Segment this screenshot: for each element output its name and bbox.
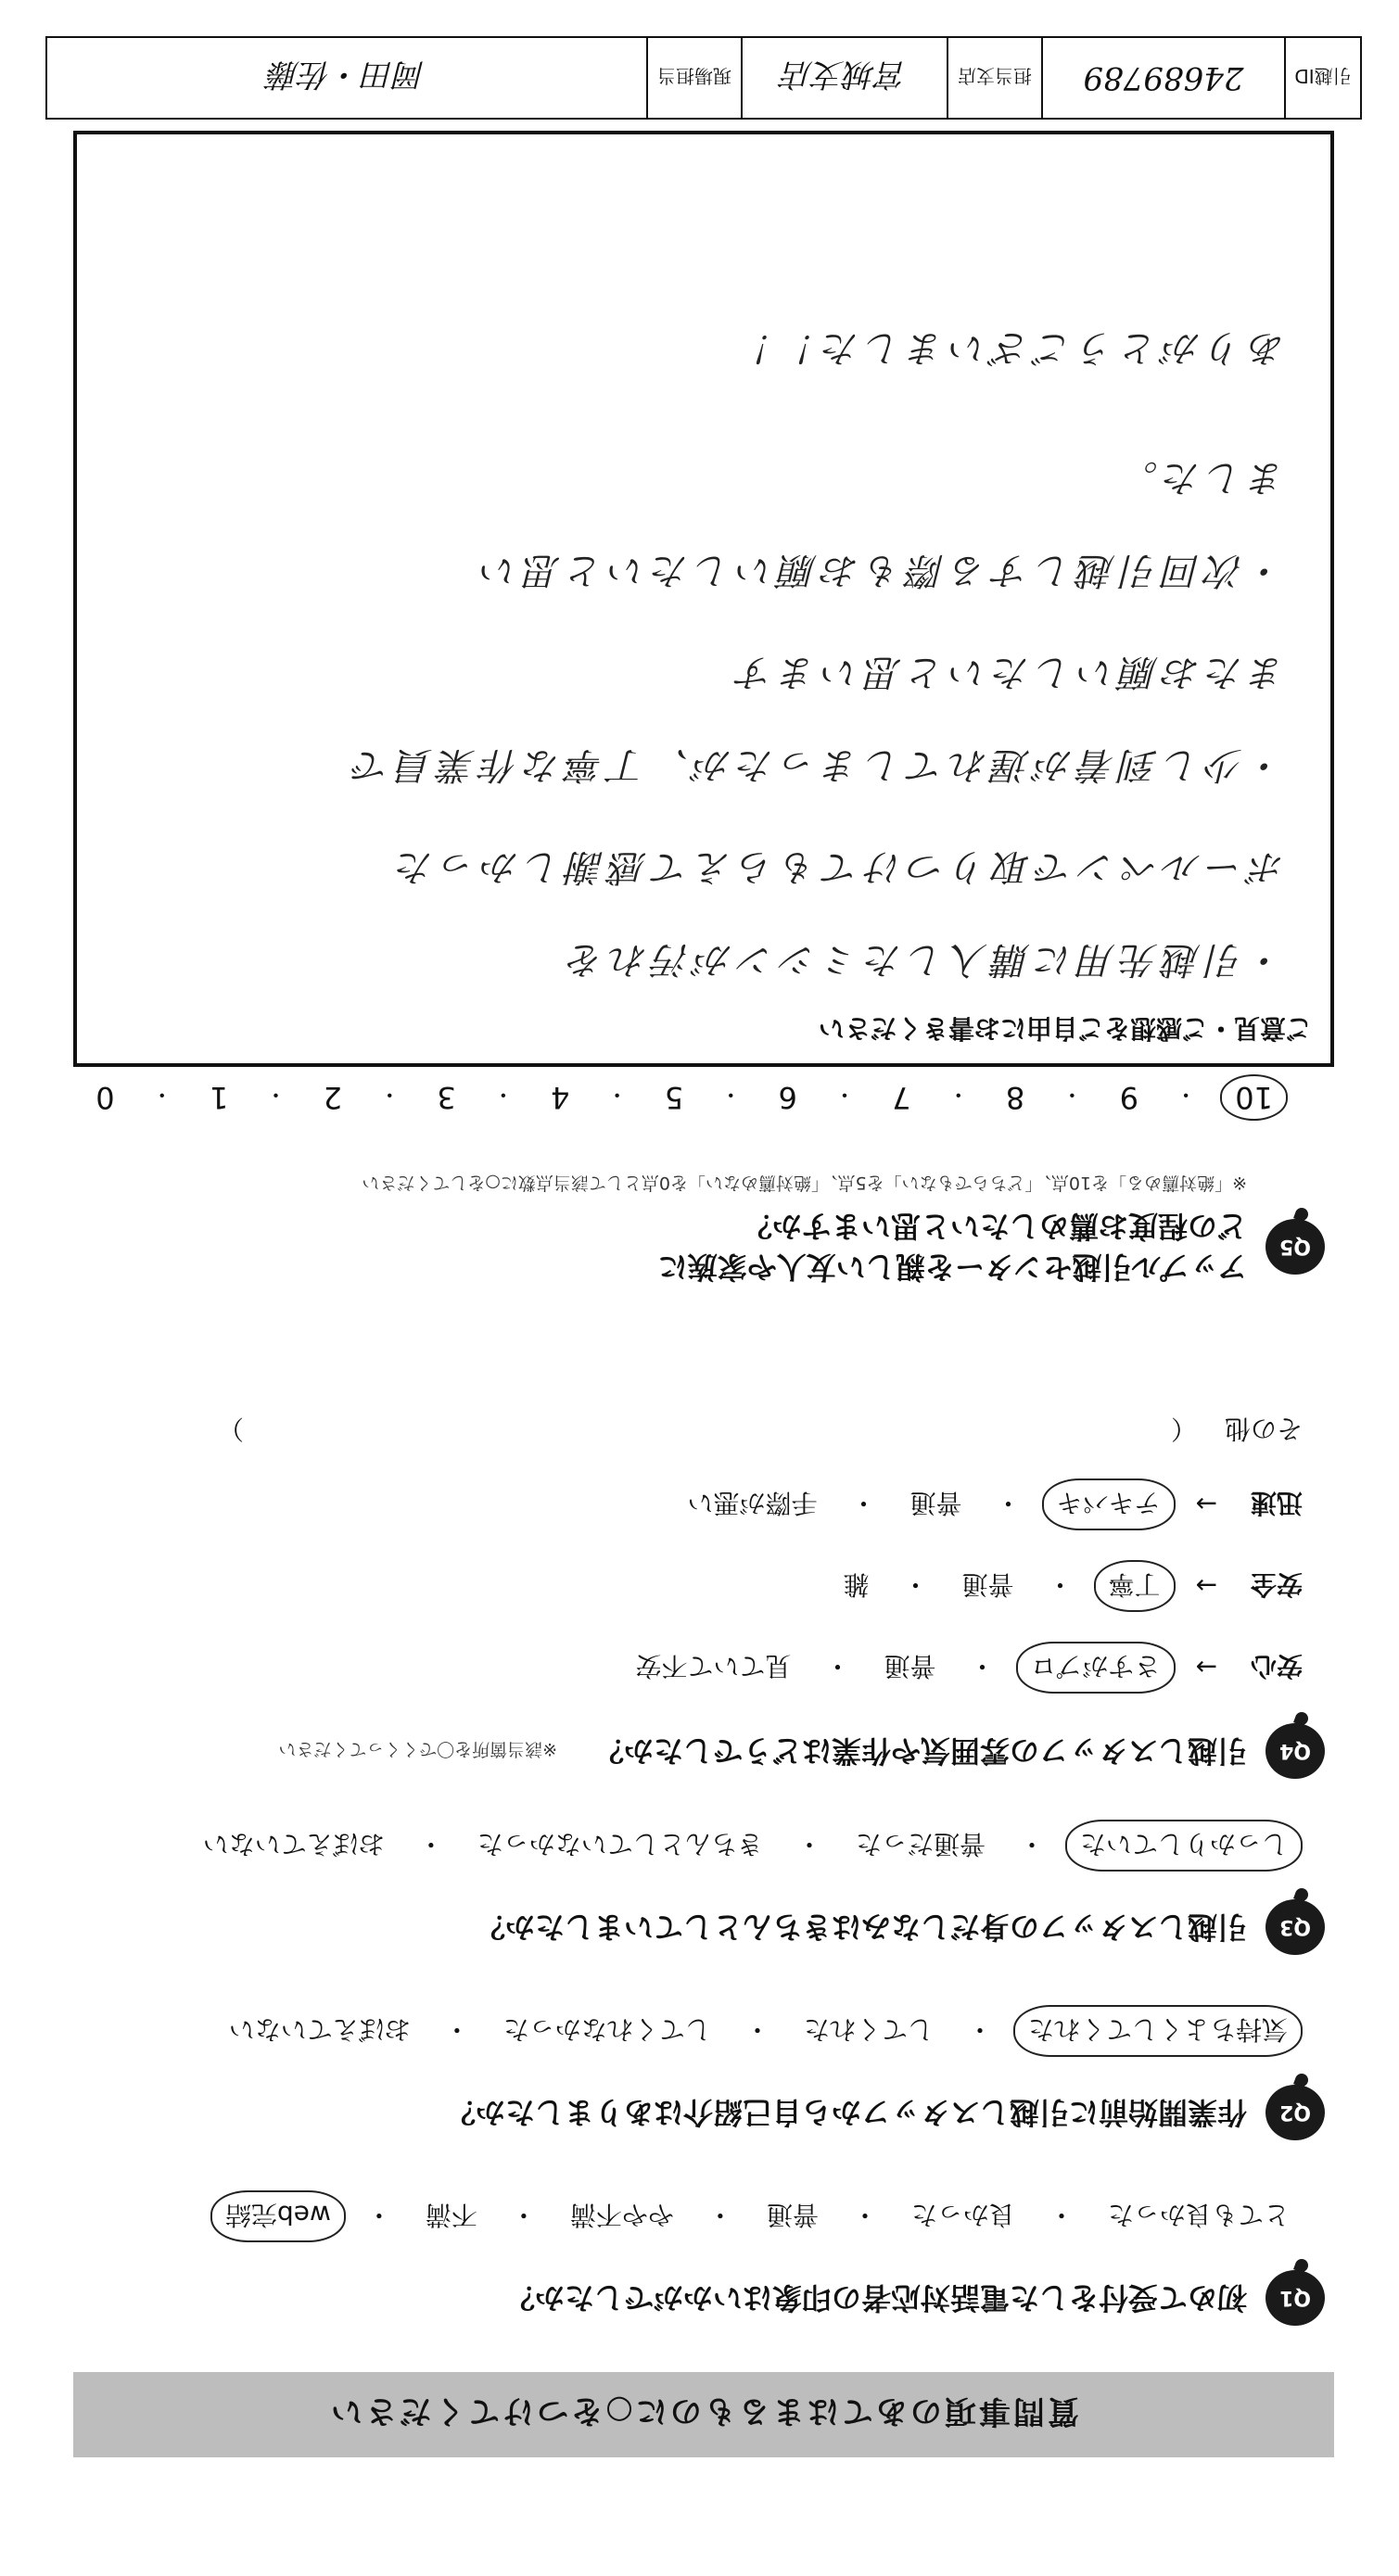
q3-option[interactable]: おぼえていない [202,1829,385,1859]
q2-option-selected[interactable]: 気持ちよくしてくれた [1013,2005,1303,2057]
comment-line: またお願いしたいと思います [731,651,1286,693]
q4-option[interactable]: 普通 [909,1488,962,1518]
rating-option[interactable]: 2 [323,1080,343,1115]
q4-option[interactable]: 見ていて不安 [635,1651,792,1681]
rating-option-selected[interactable]: 10 [1220,1074,1288,1121]
q4-other-open: （ [1170,1414,1197,1444]
q1-option[interactable]: 良かった [910,2200,1015,2230]
q2-options: 気持ちよくしてくれた ・ してくれた ・ してくれなかった ・ おぼえていない [92,2005,1303,2057]
arrow-icon: → [1195,1489,1217,1520]
comment-line: ました。 [1115,456,1286,499]
q4-row-safety: 安心 → さすがプロ ・ 普通 ・ 見ていて不安 [92,1642,1303,1694]
comment-line: ありがとうございました！！ [731,326,1286,369]
q5-text-line2: どの程度お薦めしたいと思いますか？ [742,1209,1247,1244]
q5-badge: Q5 [1265,1219,1325,1275]
q4-badge: Q4 [1265,1723,1325,1779]
q1-option-selected[interactable]: web完結 [210,2190,346,2242]
q2-text: 作業開始前に引越しスタッフから自己紹介はありましたか？ [445,2095,1247,2130]
rating-option[interactable]: 4 [551,1080,570,1115]
instruction-text: 質問事項のあてはまるものに○をつけてください [328,2392,1079,2430]
q4-note: ※該当箇所を〇でくくってください [278,1739,557,1760]
q1-badge: Q1 [1265,2270,1325,2326]
rating-option[interactable]: 0 [95,1080,115,1115]
rating-option[interactable]: 9 [1119,1080,1138,1115]
q4-row-label: 迅速 [1250,1488,1303,1518]
arrow-icon: → [1195,1570,1217,1602]
q1-option[interactable]: やや不満 [569,2200,674,2230]
q2-option[interactable]: してくれた [803,2014,934,2045]
comment-box[interactable] [73,131,1334,1067]
q4-other-close: ） [217,1414,244,1444]
rating-option[interactable]: 7 [892,1080,911,1115]
q2-badge: Q2 [1265,2085,1325,2140]
q4-option[interactable]: 手際が悪い [687,1488,818,1518]
q3-option[interactable]: 普通だった [855,1829,986,1859]
q3-option-selected[interactable]: しっかりしていた [1065,1820,1303,1872]
q2-option[interactable]: おぼえていない [228,2014,411,2045]
q4-option-selected[interactable]: テキパキ [1042,1478,1176,1530]
q5-note: ※「絶対薦める」を10点、「どちらでもない」を5点、「絶対薦めない」を0点として該当点数に○をしてください [362,1173,1247,1193]
rating-option[interactable]: 5 [664,1080,684,1115]
comment-line: ・少し到着が遅れてしまったが、丁寧な作業員で [348,743,1286,786]
q1-option[interactable]: とても良かった [1107,2200,1290,2230]
q4-text: 引越しスタッフの雰囲気や作業はどうでしたか？ [593,1733,1247,1769]
q4-row-label: 安全 [1250,1569,1303,1600]
q3-text: 引越しスタッフの身だしなみはきちんとしていましたか？ [475,1910,1247,1945]
footer-id-label: 引越ID [1284,38,1360,118]
footer-branch-label: 担当支店 [947,38,1041,118]
q1-options: とても良かった ・ 良かった ・ 普通 ・ やや不満 ・ 不満 ・ web完結 [92,2190,1303,2242]
q4-row-care: 安全 → 丁寧 ・ 普通 ・ 雑 [92,1560,1303,1612]
q3-badge: Q3 [1265,1899,1325,1955]
q4-row-label: 安心 [1250,1651,1303,1681]
rating-option[interactable]: 6 [778,1080,797,1115]
q4-option[interactable]: 普通 [884,1651,936,1681]
q4-other-row [92,1412,1303,1449]
q4-other-label: その他 [1224,1414,1303,1444]
rating-option[interactable]: 8 [1005,1080,1025,1115]
footer-branch-value: 宮城支店 [741,38,947,118]
q2-option[interactable]: してくれなかった [502,2014,711,2045]
footer-table [45,36,1362,120]
q4-option-selected[interactable]: さすがプロ [1016,1642,1176,1694]
q3-options: しっかりしていた ・ 普通だった ・ きちんとしていなかった ・ おぼえていない [92,1820,1303,1872]
q5-text-line1: アップル引越センターを親しい友人や家族に [657,1250,1247,1285]
q1-text: 初めて受付をした電話対応者の印象はいかがでしたか？ [504,2280,1247,2316]
instruction-bar [73,2372,1334,2457]
comment-line: ・引越先用に購入したミシンが汚れを [562,938,1286,981]
comment-title: ご意見・ご感想をご自由にお書きください [818,1013,1312,1044]
rating-option[interactable]: 1 [209,1080,229,1115]
q1-option[interactable]: 不満 [425,2200,477,2230]
q4-row-speed: 迅速 → テキパキ ・ 普通 ・ 手際が悪い [92,1478,1303,1530]
footer-staff-value: 岡田・佐藤 [268,56,426,94]
question-5 [92,1172,1325,1288]
q1-option[interactable]: 普通 [766,2200,819,2230]
comment-line: ボールペンで取りつけてもらえて感謝しかった [390,845,1286,888]
question-3 [92,1820,1325,1955]
footer-staff-label: 現場担当 [646,38,741,118]
question-2 [92,2005,1325,2140]
footer-id-value: 24689789 [1041,38,1284,118]
comment-line: ・次回引越しする際もお願いしたいと思い [476,549,1286,591]
question-4 [92,1412,1325,1779]
q4-option-selected[interactable]: 丁寧 [1094,1560,1176,1612]
question-1 [92,2190,1325,2326]
q3-option[interactable]: きちんとしていなかった [477,1829,763,1859]
q5-rating-scale: 10 ・ 9 ・ 8 ・ 7 ・ 6 ・ 5 ・ 4 ・ 3 ・ 2 ・ 1 ・ 0 [83,1074,1288,1121]
rating-option[interactable]: 3 [437,1080,456,1115]
arrow-icon: → [1195,1652,1217,1683]
q4-option[interactable]: 雑 [843,1569,870,1600]
q4-option[interactable]: 普通 [961,1569,1014,1600]
